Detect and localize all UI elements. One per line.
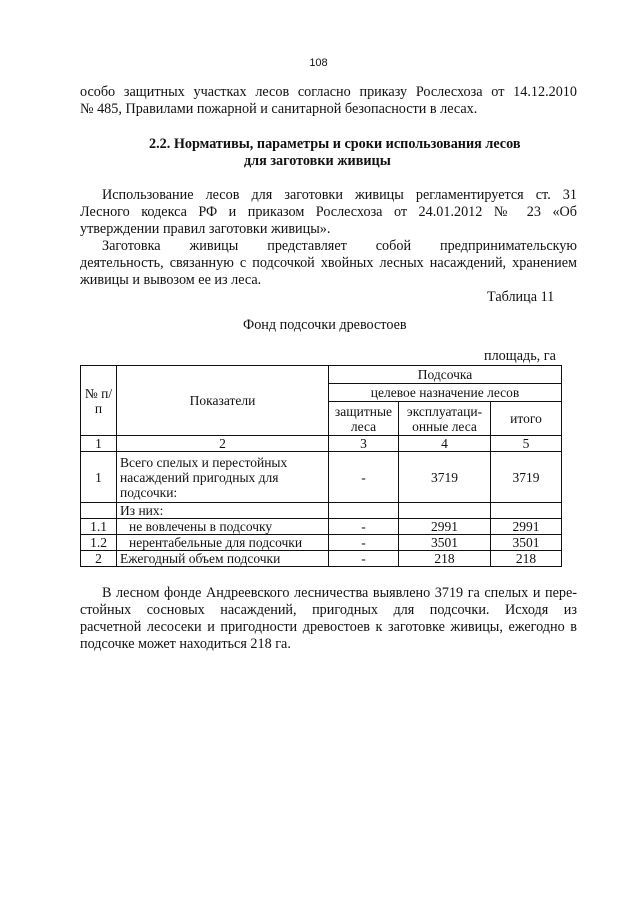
- conclusion-line-2: стойных сосновых насаждений, пригодных для подсочки. Исходя из: [80, 602, 577, 618]
- header-total: итого: [491, 402, 562, 436]
- forest-tapping-table: [80, 365, 562, 567]
- row-protective: [329, 503, 399, 519]
- section-title-line-1: 2.2. Нормативы, параметры и сроки использования лесов: [149, 136, 521, 152]
- row-protective: -: [329, 519, 399, 535]
- row-total: [491, 503, 562, 519]
- row-num: 1.2: [81, 535, 117, 551]
- row-exploitation: 2991: [399, 519, 491, 535]
- table-row: [81, 519, 562, 535]
- table-units: площадь, га: [484, 348, 556, 364]
- intro-line-2: № 485, Правилами пожарной и санитарной безопасности в лесах.: [80, 101, 478, 117]
- page-number: 108: [309, 57, 328, 69]
- table-title: Фонд подсочки древостоев: [243, 317, 407, 333]
- row-label: не вовлечены в подсочку: [117, 519, 329, 535]
- column-number-row: [81, 436, 562, 452]
- table-row: [81, 503, 562, 519]
- header-num: № п/п: [81, 366, 117, 436]
- para1-line-2: Лесного кодекса РФ и приказом Рослесхоза от 24.01.2012 № 23 «Об: [80, 204, 577, 220]
- row-label: Ежегодный объем подсочки: [117, 551, 329, 567]
- row-num: 2: [81, 551, 117, 567]
- conclusion-line-4: подсочке может находиться 218 га.: [80, 636, 291, 652]
- row-protective: -: [329, 452, 399, 503]
- row-num: [81, 503, 117, 519]
- table-row: [81, 551, 562, 567]
- col-number: 3: [329, 436, 399, 452]
- para1-line-3: утверждении правил заготовки живицы».: [80, 221, 331, 237]
- row-total: 3719: [491, 452, 562, 503]
- row-num: 1.1: [81, 519, 117, 535]
- header-protective: защитные леса: [329, 402, 399, 436]
- table-row: [81, 535, 562, 551]
- header-purpose: целевое назначение лесов: [329, 384, 562, 402]
- col-number: 1: [81, 436, 117, 452]
- row-exploitation: 3501: [399, 535, 491, 551]
- col-number: 2: [117, 436, 329, 452]
- col-number: 4: [399, 436, 491, 452]
- row-label: Из них:: [117, 503, 329, 519]
- row-exploitation: [399, 503, 491, 519]
- row-exploitation: 218: [399, 551, 491, 567]
- intro-line-1: особо защитных участках лесов согласно приказу Рослесхоза от 14.12.2010: [80, 84, 577, 100]
- conclusion-line-3: расчетной лесосеки и пригодности древостоев к заготовке живицы, ежегодно в: [80, 619, 577, 635]
- para2-line-1: Заготовка живицы представляет собой предпринимательскую: [102, 238, 577, 254]
- row-total: 218: [491, 551, 562, 567]
- header-indicators: Показатели: [117, 366, 329, 436]
- header-tapping: Подсочка: [329, 366, 562, 384]
- row-label: нерентабельные для подсочки: [117, 535, 329, 551]
- section-title-line-2: для заготовки живицы: [244, 153, 391, 169]
- table-label: Таблица 11: [487, 289, 555, 305]
- table-row: [81, 452, 562, 503]
- para2-line-3: живицы и вывозом ее из леса.: [80, 272, 262, 288]
- conclusion-line-1: В лесном фонде Андреевского лесничества выявлено 3719 га спелых и пере-: [102, 585, 577, 601]
- row-protective: -: [329, 535, 399, 551]
- row-total: 2991: [491, 519, 562, 535]
- para1-line-1: Использование лесов для заготовки живицы регламентируется ст. 31: [102, 187, 577, 203]
- header-exploitation: эксплуатаци-онные леса: [399, 402, 491, 436]
- row-total: 3501: [491, 535, 562, 551]
- row-exploitation: 3719: [399, 452, 491, 503]
- row-label: Всего спелых и перестойных насаждений пригодных для подсочки:: [117, 452, 329, 503]
- row-protective: -: [329, 551, 399, 567]
- row-num: 1: [81, 452, 117, 503]
- para2-line-2: деятельность, связанную с подсочкой хвойных лесных насаждений, хранением: [80, 255, 577, 271]
- col-number: 5: [491, 436, 562, 452]
